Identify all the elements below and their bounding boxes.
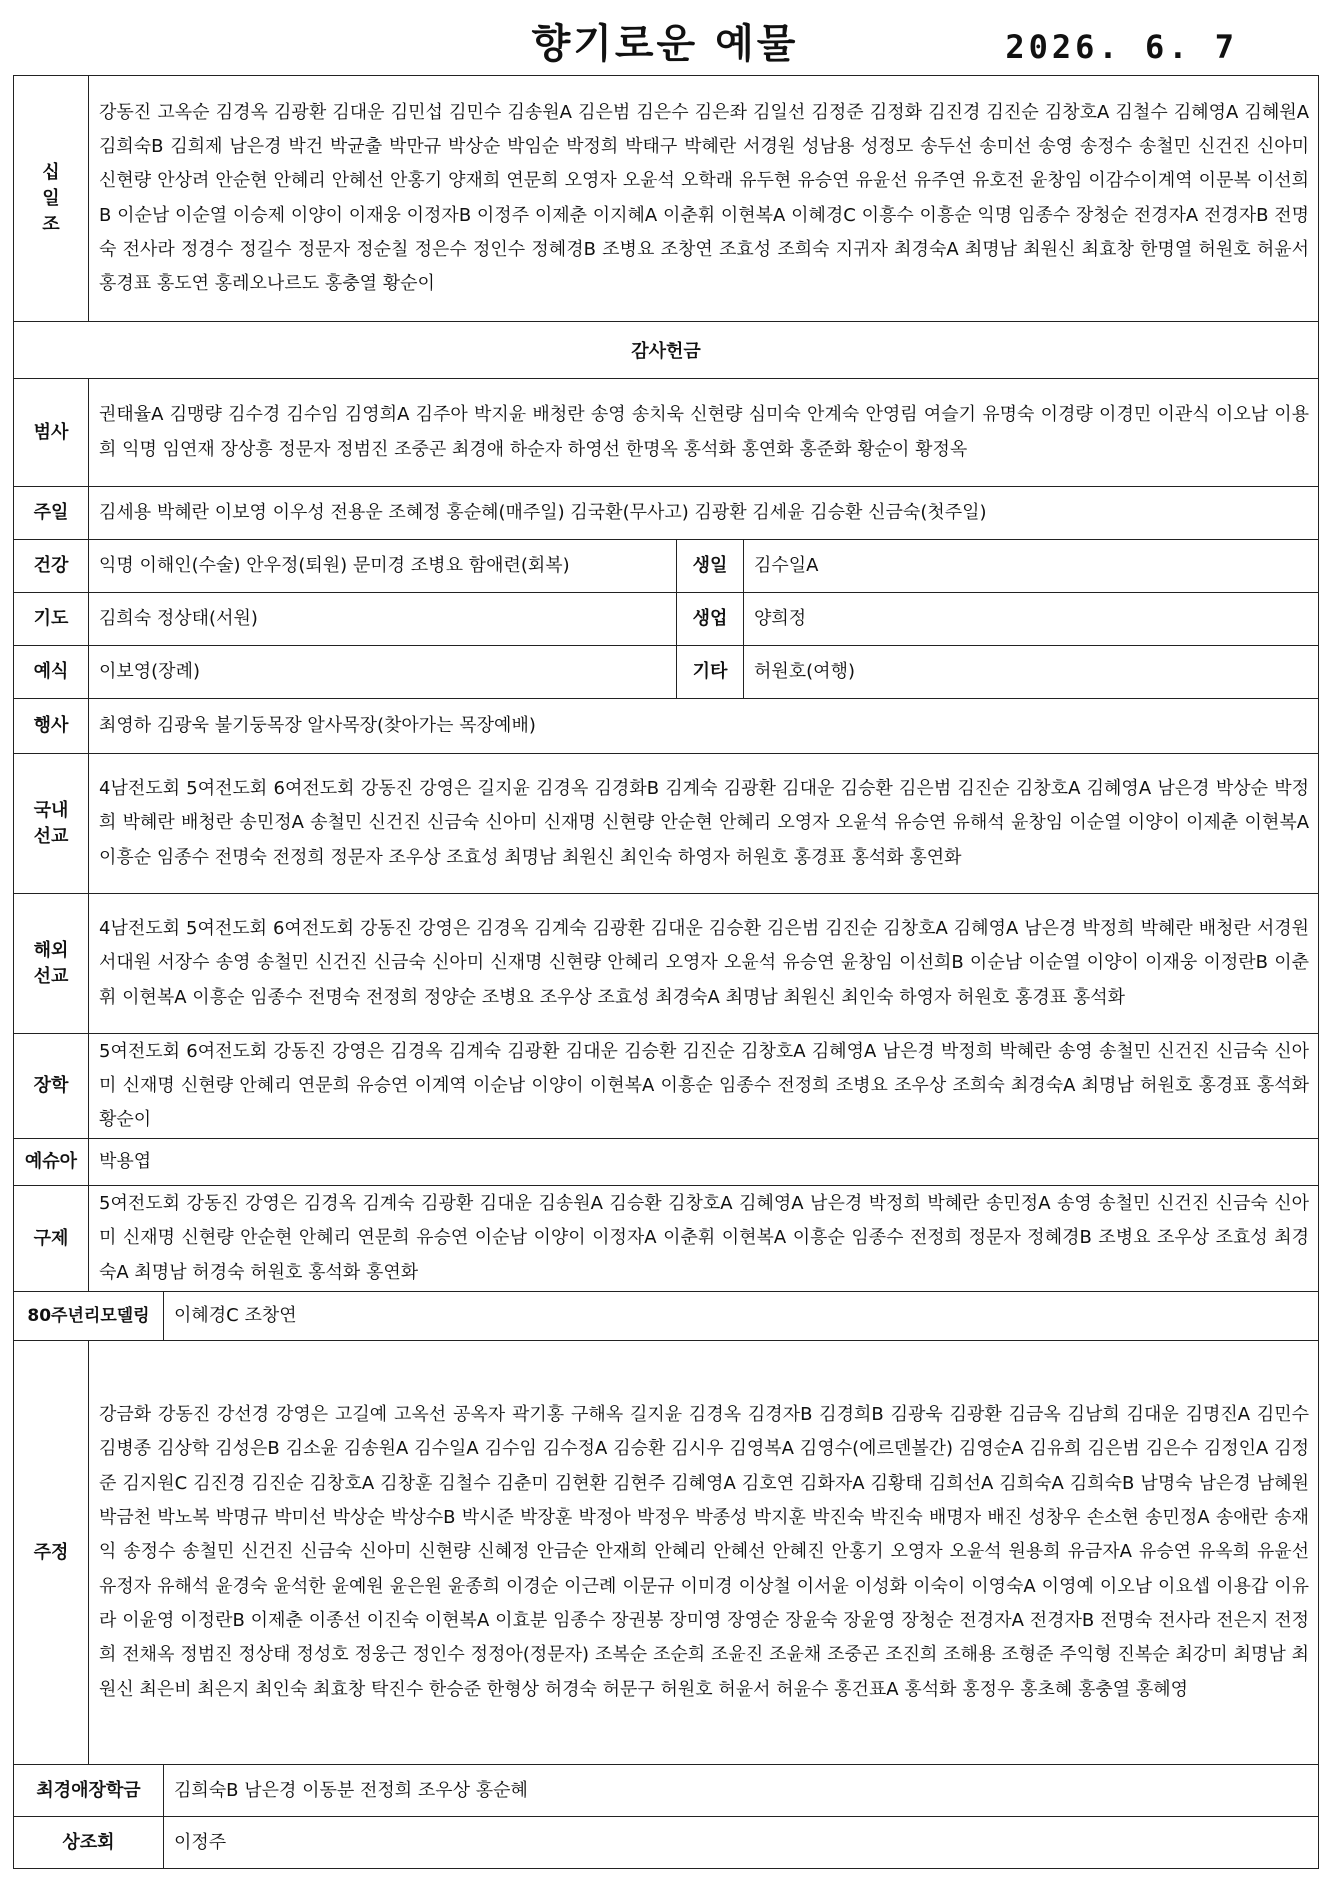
row-thanks-header (14, 322, 1319, 379)
label-mutual-aid: 상조회 (14, 1817, 164, 1869)
names-tithe: 강동진 고옥순 김경옥 김광환 김대운 김민섭 김민수 김송원A 김은범 김은수 김은좌 김일선 김정준 김정화 김진경 김진순 김창호A 김철수 김혜영A 김혜원A 김희숙B 김희제 남은경 박건 박균출 박만규 박상순 박임순 박정희 박태구 박혜란 서경원 성남용 성정모 송두선 송미선 송영 송정수 송철민 신건진 신아미 신현량 안상려 안순현 안혜리 안혜선 안홍기 양재희 연문희 오영자 오윤석 오학래 유두현 유승연 유윤선 유주연 유호전 윤창임 이감수이계역 이문복 이선희B 이순남 이순열 이승제 이양이 이재웅 이정자B 이정주 이제춘 이지혜A 이춘휘 이현복A 이혜경C 이흥수 이흥순 익명 임종수 장청순 전경자A 전경자B 전명숙 전사라 정경수 정길수 정문자 정순칠 정은수 정인수 정혜경B 조병요 조창연 조효성 조희숙 지귀자 최경숙A 최명남 최원신 최효창 한명열 허원호 허윤서 홍경표 홍도연 홍레오나르도 홍충열 황순이 (89, 76, 1319, 322)
names-weekly: 김세용 박혜란 이보영 이우성 전용운 조혜정 홍순혜(매주일) 김국환(무사고) 김광환 김세윤 김승환 신금숙(첫주일) (89, 487, 1319, 540)
label-prayer: 기도 (14, 593, 89, 646)
label-designated: 주정 (14, 1341, 89, 1765)
row-designated (14, 1341, 1319, 1765)
names-memorial-scholarship: 김희숙B 남은경 이동분 전정희 조우상 홍순혜 (164, 1765, 1319, 1817)
label-memorial-scholarship: 최경애장학금 (14, 1765, 164, 1817)
label-general-thanks: 범사 (14, 379, 89, 487)
names-remodeling: 이혜경C 조창연 (164, 1292, 1319, 1341)
names-relief: 5여전도회 강동진 강영은 김경옥 김계숙 김광환 김대운 김송원A 김승환 김창호A 김혜영A 남은경 박정희 박혜란 송민정A 송영 송철민 신건진 신금숙 신아미 신재명 신현량 안순현 안혜리 연문희 유승연 이순남 이양이 이정자A 이춘휘 이현복A 이흥순 임종수 전정희 정문자 정혜경B 조병요 조우상 조효성 최경숙A 최명남 허경숙 허원호 홍석화 홍연화 (89, 1186, 1319, 1292)
names-business: 양희정 (744, 593, 1319, 646)
names-event: 최영하 김광욱 불기둥목장 알사목장(찾아가는 목장예배) (89, 699, 1319, 754)
label-birthday: 생일 (677, 540, 744, 593)
row-scholarship (14, 1034, 1319, 1139)
label-weekly: 주일 (14, 487, 89, 540)
names-birthday: 김수일A (744, 540, 1319, 593)
label-yeshua: 예슈아 (14, 1139, 89, 1186)
row-ceremony-other (14, 646, 1319, 699)
row-tithe (14, 76, 1319, 322)
section-header-thanks: 감사헌금 (14, 322, 1319, 379)
names-domestic-mission: 4남전도회 5여전도회 6여전도회 강동진 강영은 길지윤 김경옥 김경화B 김계숙 김광환 김대운 김승환 김은범 김진순 김창호A 김혜영A 남은경 박상순 박정희 박혜란 배청란 송민정A 송철민 신건진 신금숙 신아미 신재명 신현량 안순현 안혜리 오영자 오윤석 유승연 유해석 윤창임 이순열 이양이 이제춘 이현복A 이흥순 임종수 전명숙 전정희 정문자 조우상 조효성 최명남 최원신 최인숙 하영자 허원호 홍경표 홍석화 홍연화 (89, 754, 1319, 894)
names-yeshua: 박용엽 (89, 1139, 1319, 1186)
label-scholarship: 장학 (14, 1034, 89, 1139)
row-event (14, 699, 1319, 754)
label-health: 건강 (14, 540, 89, 593)
names-other: 허원호(여행) (744, 646, 1319, 699)
offering-table (13, 75, 1319, 1869)
row-relief (14, 1186, 1319, 1292)
title-bar (0, 10, 1330, 70)
names-health: 익명 이해인(수술) 안우정(퇴원) 문미경 조병요 함애련(회복) (89, 540, 677, 593)
names-mutual-aid: 이정주 (164, 1817, 1319, 1869)
row-general-thanks (14, 379, 1319, 487)
row-domestic-mission (14, 754, 1319, 894)
names-ceremony: 이보영(장례) (89, 646, 677, 699)
bulletin-date: 2026. 6. 7 (1005, 28, 1238, 66)
names-scholarship: 5여전도회 6여전도회 강동진 강영은 김경옥 김계숙 김광환 김대운 김승환 김진순 김창호A 김혜영A 남은경 박정희 박혜란 송영 송철민 신건진 신금숙 신아미 신재명 신현량 안혜리 연문희 유승연 이계역 이순남 이양이 이현복A 이흥순 임종수 전정희 조병요 조우상 조희숙 최경숙A 최명남 허원호 홍경표 홍석화 황순이 (89, 1034, 1319, 1139)
names-designated: 강금화 강동진 강선경 강영은 고길예 고옥선 공옥자 곽기홍 구해옥 길지윤 김경옥 김경자B 김경희B 김광욱 김광환 김금옥 김남희 김대운 김명진A 김민수 김병종 김상학 김성은B 김소윤 김송원A 김수일A 김수임 김수정A 김승환 김시우 김영복A 김영수(에르덴볼간) 김영순A 김유희 김은범 김은수 김정인A 김정준 김지원C 김진경 김진순 김창호A 김창훈 김철수 김춘미 김현환 김현주 김혜영A 김호연 김화자A 김황태 김희선A 김희숙A 김희숙B 남명숙 남은경 남혜원 박금천 박노복 박명규 박미선 박상순 박상수B 박시준 박장훈 박정아 박정우 박종성 박지훈 박진숙 박진숙 배명자 배진 성창우 손소현 송민정A 송애란 송재익 송정수 송철민 신건진 신금숙 신아미 신현량 신혜정 안금순 안재희 안혜리 안혜선 안혜진 안홍기 오영자 오윤석 원용희 유금자A 유승연 유옥희 유윤선 유정자 유해석 윤경숙 윤석한 윤예원 윤은원 윤종희 이경순 이근례 이문규 이미경 이상철 이서윤 이성화 이숙이 이영숙A 이영예 이오남 이요셉 이용갑 이유라 이윤영 이정란B 이제춘 이종선 이진숙 이현복A 이효분 임종수 장권봉 장미영 장영순 장윤숙 장윤영 장청순 전경자A 전경자B 전명숙 전사라 전은지 전정희 전채옥 정범진 정상태 정성호 정웅근 정인수 정정아(정문자) 조복순 조순희 조윤진 조윤채 조중곤 조진희 조해용 조형준 주익형 진복순 최강미 최명남 최원신 최은비 최은지 최인숙 최효창 탁진수 한승준 한형상 허경숙 허문구 허원호 허윤서 허윤수 홍건표A 홍석화 홍정우 홍초혜 홍충열 홍혜영 (89, 1341, 1319, 1765)
page-title: 향기로운 예물 (531, 21, 799, 67)
label-tithe: 십일조 (14, 76, 89, 322)
label-event: 행사 (14, 699, 89, 754)
row-health-birthday (14, 540, 1319, 593)
row-memorial-scholarship (14, 1765, 1319, 1817)
names-general-thanks: 권태율A 김맹량 김수경 김수임 김영희A 김주아 박지윤 배청란 송영 송치욱 신현량 심미숙 안계숙 안영림 여슬기 유명숙 이경량 이경민 이관식 이오남 이용희 익명 임연재 장상흥 정문자 정범진 조중곤 최경애 하순자 하영선 한명옥 홍석화 홍연화 홍준화 황순이 황정옥 (89, 379, 1319, 487)
label-relief: 구제 (14, 1186, 89, 1292)
row-yeshua (14, 1139, 1319, 1186)
label-ceremony: 예식 (14, 646, 89, 699)
names-overseas-mission: 4남전도회 5여전도회 6여전도회 강동진 강영은 김경옥 김계숙 김광환 김대운 김승환 김은범 김진순 김창호A 김혜영A 남은경 박정희 박혜란 배청란 서경원 서대원 서장수 송영 송철민 신건진 신금숙 신아미 신재명 신현량 안혜리 오영자 오윤석 유승연 윤창임 이선희B 이순남 이순열 이양이 이재웅 이정란B 이춘휘 이현복A 이흥순 임종수 전명숙 전정희 정양순 조병요 조우상 조효성 최경숙A 최명남 최원신 최인숙 하영자 허원호 홍경표 홍석화 (89, 894, 1319, 1034)
names-prayer: 김희숙 정상태(서원) (89, 593, 677, 646)
row-overseas-mission (14, 894, 1319, 1034)
row-weekly (14, 487, 1319, 540)
row-remodeling (14, 1292, 1319, 1341)
label-remodeling: 80주년리모델링 (14, 1292, 164, 1341)
row-mutual-aid (14, 1817, 1319, 1869)
label-overseas-mission: 해외 선교 (14, 894, 89, 1034)
label-other: 기타 (677, 646, 744, 699)
label-business: 생업 (677, 593, 744, 646)
row-prayer-business (14, 593, 1319, 646)
label-domestic-mission: 국내 선교 (14, 754, 89, 894)
